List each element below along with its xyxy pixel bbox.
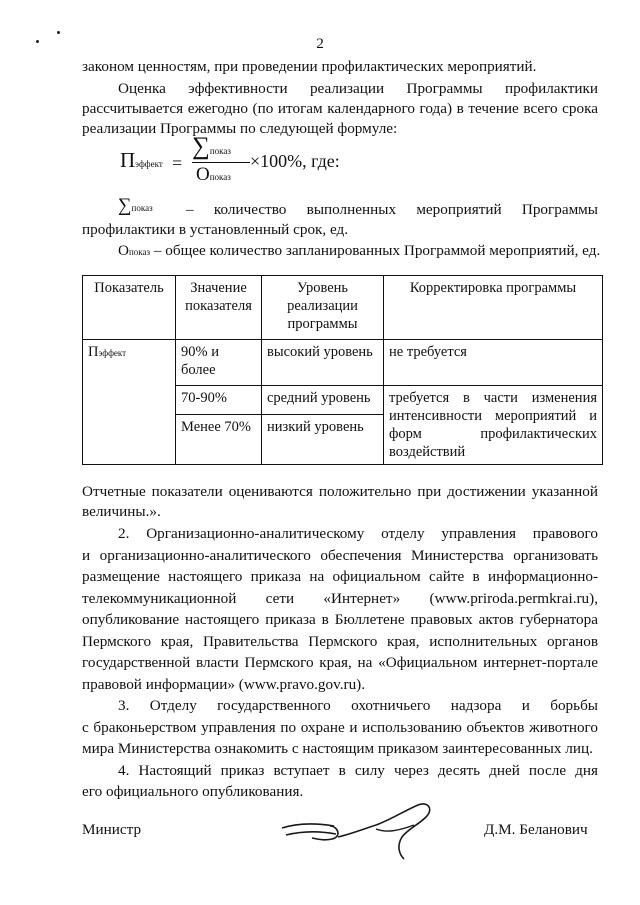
eval-line-3: реализации Программы по следующей формуле: <box>82 120 398 137</box>
def-sum-line2: профилактики в установленный срок, ед. <box>82 221 349 238</box>
header-correction: Корректировка программы <box>384 276 603 340</box>
def-o-text: – общее количество запланированных Программой мероприятий, ед. <box>150 242 601 259</box>
table-row <box>83 340 603 386</box>
correction-cell: требуется в части изменения интенсивности мероприятий и форм профилактических воздействий <box>384 386 603 465</box>
formula-rhs: ×100%, где: <box>250 151 340 171</box>
efficiency-table <box>82 275 603 465</box>
eval-line-1: Оценка эффективности реализации Программы профилактики <box>118 80 598 97</box>
signatory-position: Министр <box>82 821 142 838</box>
item4-line-1: 4. Настоящий приказ вступает в силу через десять дней после дня <box>118 762 598 779</box>
item2-line-1: 2. Организационно-аналитическому отделу управления правового <box>118 525 598 542</box>
item2-line-3: размещение настоящего приказа на официальном сайте в информационно- <box>82 568 598 585</box>
eval-line-2: рассчитывается ежегодно (по итогам календарного года) в течение всего срока <box>82 100 598 117</box>
item2-line-4: телекоммуникационной сети «Интернет» (www.priroda.permkrai.ru), <box>82 590 598 607</box>
item3-line-2: с браконьерством управления по охране и использованию объектов животного <box>82 719 598 736</box>
item2-line-2: и организационно-аналитического обеспечения Министерства организовать <box>82 547 598 564</box>
formula-denominator-subscript: показ <box>209 172 231 182</box>
indicator-subscript: эффект <box>98 348 127 358</box>
def-o-line <box>118 241 600 262</box>
closing-line-1: Отчетные показатели оцениваются положительно при достижении указанной <box>82 483 598 500</box>
signatory-name: Д.М. Беланович <box>484 821 588 838</box>
intro-line: законом ценностям, при проведении профилактических мероприятий. <box>82 58 537 75</box>
item3-line-3: мира Министерства ознакомить с настоящим приказом заинтересованных лиц. <box>82 740 593 757</box>
formula-lhs-subscript: эффект <box>135 159 163 169</box>
formula-equals: = <box>172 153 183 173</box>
formula-denominator-symbol: О <box>196 164 210 185</box>
item2-line-8: правовой информации» (www.pravo.gov.ru). <box>82 676 366 693</box>
handwritten-signature <box>268 795 448 865</box>
def-sum-text: – количество выполненных мероприятий Программы <box>186 201 598 218</box>
header-indicator: Показатель <box>83 276 176 340</box>
correction-cell: не требуется <box>384 340 603 386</box>
closing-line-2: величины.». <box>82 503 161 520</box>
formula-fraction-bar <box>192 162 250 163</box>
value-cell: 70-90% <box>176 386 262 415</box>
level-cell: высокий уровень <box>262 340 384 386</box>
def-sum-subscript: показ <box>131 203 153 213</box>
indicator-cell <box>83 340 176 465</box>
level-cell: низкий уровень <box>262 415 384 465</box>
formula-numerator <box>192 133 231 161</box>
def-sum-symbol-wrap <box>118 196 153 218</box>
value-cell: Менее 70% <box>176 415 262 465</box>
value-cell: 90% и более <box>176 340 262 386</box>
item2-line-6: Пермского края, Правительства Пермского края, исполнительных органов <box>82 633 598 650</box>
formula-numerator-symbol: ∑ <box>192 133 210 160</box>
formula-lhs-symbol: П <box>120 148 136 172</box>
table-header-row <box>83 276 603 340</box>
def-o-subscript: показ <box>128 247 151 257</box>
page-number: 2 <box>316 35 324 52</box>
indicator-symbol: П <box>88 344 99 360</box>
item3-line-1: 3. Отделу государственного охотничьего надзора и борьбы <box>118 697 598 714</box>
item2-line-7: государственной власти Пермского края, на «Официальном интернет-портале <box>82 654 598 671</box>
header-value: Значение показателя <box>176 276 262 340</box>
header-level: Уровень реализации программы <box>262 276 384 340</box>
item4-line-2: его официального опубликования. <box>82 783 304 800</box>
level-cell: средний уровень <box>262 386 384 415</box>
formula-numerator-subscript: показ <box>209 146 231 156</box>
formula-denominator <box>196 165 231 187</box>
item2-line-5: опубликование настоящего приказа в Бюллетене правовых актов губернатора <box>82 611 598 628</box>
def-o-symbol: О <box>118 242 129 259</box>
formula-lhs <box>120 148 163 174</box>
def-sum-symbol: ∑ <box>118 195 132 216</box>
